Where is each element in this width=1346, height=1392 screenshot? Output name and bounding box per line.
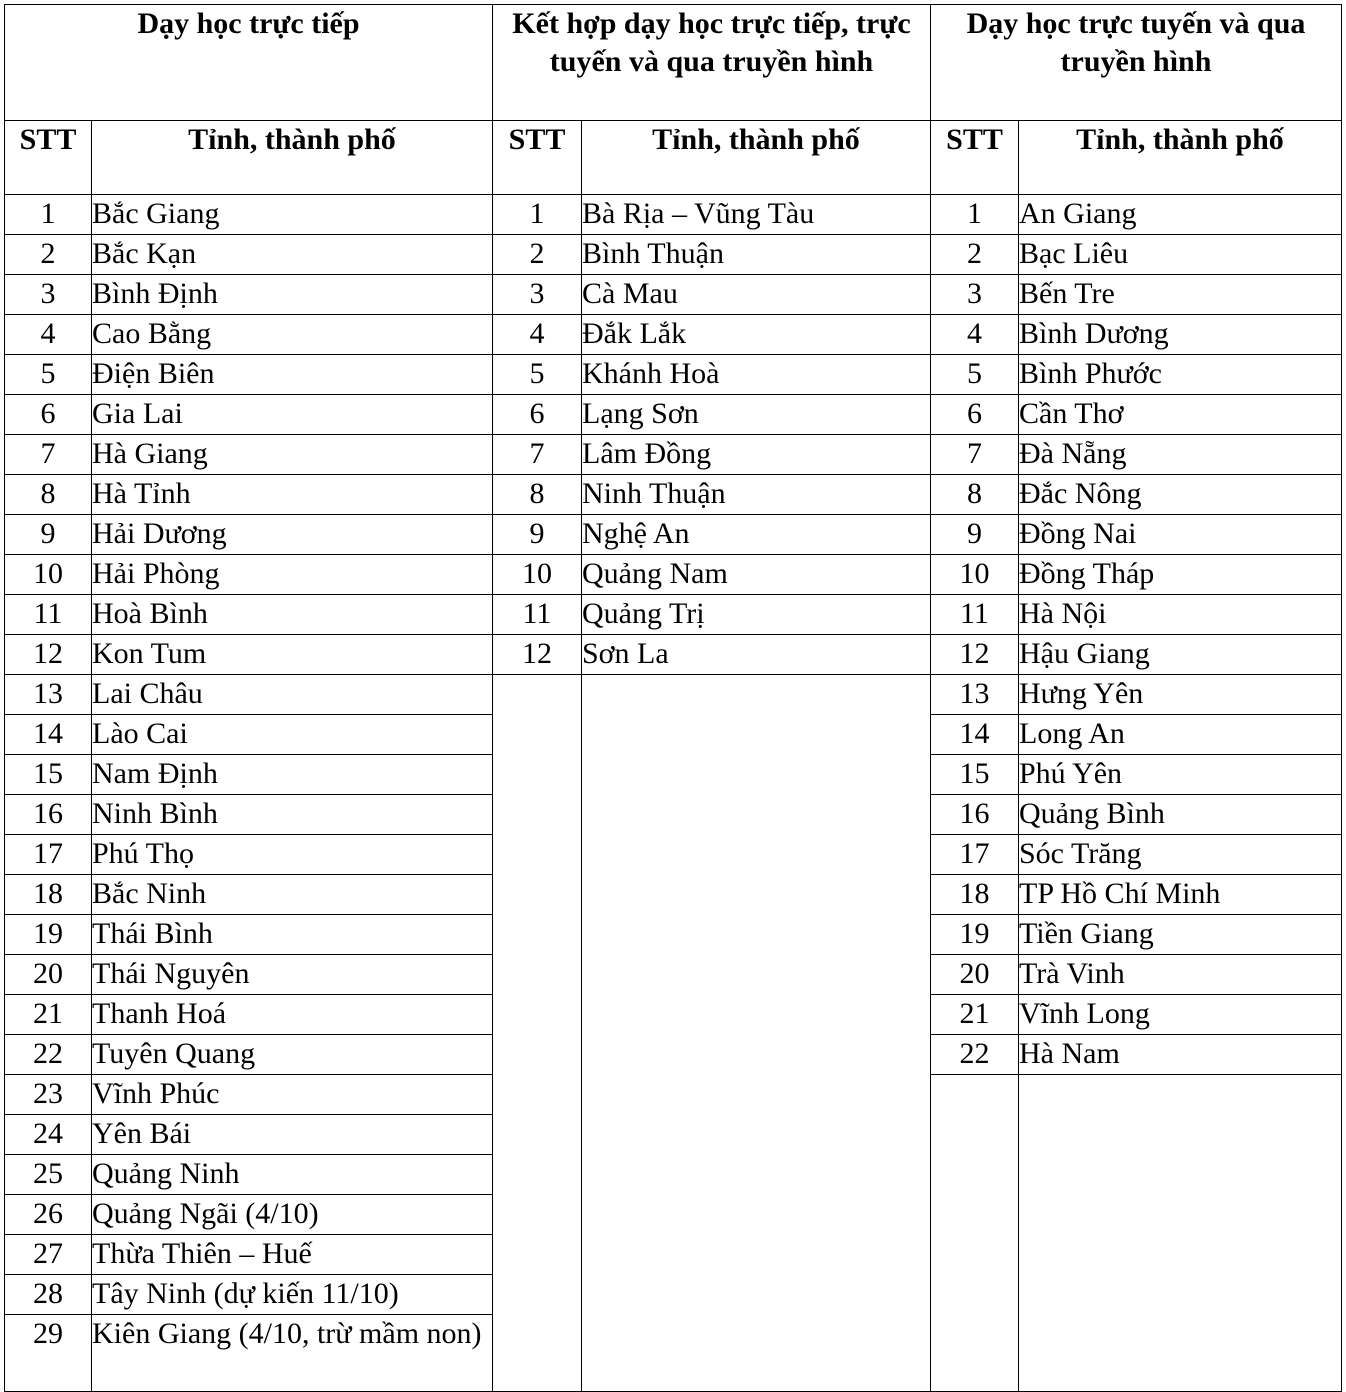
province-cell: Bến Tre [1019,275,1342,315]
province-cell: Hà Nội [1019,595,1342,635]
stt-cell [493,1075,582,1115]
table-row [5,795,1342,835]
stt-cell: 8 [493,475,582,515]
province-cell: Tiền Giang [1019,915,1342,955]
stt-cell [931,1235,1019,1275]
province-cell: Quảng Trị [582,595,931,635]
stt-cell: 20 [5,955,92,995]
province-cell [1019,1275,1342,1315]
province-cell: Hà Tỉnh [92,475,493,515]
group-header-combined: Kết hợp dạy học trực tiếp, trực tuyến và qua truyền hình [493,5,931,121]
province-cell [1019,1195,1342,1235]
province-cell: Phú Thọ [92,835,493,875]
province-cell: Kiên Giang (4/10, trừ mầm non) [92,1315,493,1392]
province-cell: Bà Rịa – Vũng Tàu [582,195,931,235]
province-cell [582,835,931,875]
table-row [5,1235,1342,1275]
province-cell: Bình Thuận [582,235,931,275]
column-header-province: Tỉnh, thành phố [1019,121,1342,195]
province-cell [582,795,931,835]
column-header-stt: STT [493,121,582,195]
stt-cell [931,1075,1019,1115]
stt-cell: 22 [931,1035,1019,1075]
province-cell: Ninh Thuận [582,475,931,515]
province-cell: Bình Dương [1019,315,1342,355]
stt-cell: 8 [5,475,92,515]
province-cell [1019,1315,1342,1392]
stt-cell: 12 [931,635,1019,675]
stt-cell: 19 [5,915,92,955]
table-row [5,355,1342,395]
province-cell: Hải Phòng [92,555,493,595]
column-header-province: Tỉnh, thành phố [92,121,493,195]
table-row [5,595,1342,635]
province-schooling-table [4,4,1342,1392]
province-cell: Quảng Ngãi (4/10) [92,1195,493,1235]
stt-cell: 15 [931,755,1019,795]
stt-cell [493,755,582,795]
stt-cell [493,715,582,755]
stt-cell [493,835,582,875]
stt-cell: 19 [931,915,1019,955]
province-cell: Ninh Bình [92,795,493,835]
table-row [5,875,1342,915]
province-cell: Yên Bái [92,1115,493,1155]
table-row [5,1035,1342,1075]
stt-cell: 3 [931,275,1019,315]
stt-cell: 9 [931,515,1019,555]
province-cell [582,1275,931,1315]
stt-cell: 26 [5,1195,92,1235]
province-cell: Thái Nguyên [92,955,493,995]
province-cell: Hải Dương [92,515,493,555]
province-cell: Khánh Hoà [582,355,931,395]
province-cell: Long An [1019,715,1342,755]
province-cell: Bình Định [92,275,493,315]
stt-cell: 14 [931,715,1019,755]
province-cell [1019,1115,1342,1155]
table-row [5,1075,1342,1115]
province-cell: Điện Biên [92,355,493,395]
stt-cell: 9 [493,515,582,555]
table-row [5,395,1342,435]
province-cell: Quảng Ninh [92,1155,493,1195]
province-cell [582,1235,931,1275]
province-cell: Nghệ An [582,515,931,555]
table-row [5,755,1342,795]
stt-cell: 1 [493,195,582,235]
stt-cell [493,1155,582,1195]
province-cell: Hưng Yên [1019,675,1342,715]
stt-cell: 29 [5,1315,92,1392]
stt-cell: 16 [931,795,1019,835]
group-header-online: Dạy học trực tuyến và qua truyền hình [931,5,1342,121]
stt-cell: 17 [931,835,1019,875]
stt-cell: 8 [931,475,1019,515]
province-cell: Lạng Sơn [582,395,931,435]
province-cell: Cần Thơ [1019,395,1342,435]
province-cell [582,955,931,995]
stt-cell: 3 [493,275,582,315]
province-cell [582,1035,931,1075]
stt-cell: 6 [5,395,92,435]
stt-cell [493,915,582,955]
province-cell [582,1195,931,1235]
stt-cell: 11 [493,595,582,635]
stt-cell: 5 [5,355,92,395]
stt-cell: 9 [5,515,92,555]
province-cell: Lai Châu [92,675,493,715]
table-row [5,235,1342,275]
stt-cell [493,955,582,995]
stt-cell [493,1115,582,1155]
province-cell: Sơn La [582,635,931,675]
stt-cell: 7 [493,435,582,475]
province-cell [1019,1155,1342,1195]
province-cell [582,1115,931,1155]
stt-cell: 10 [931,555,1019,595]
province-cell: Đồng Nai [1019,515,1342,555]
stt-cell: 23 [5,1075,92,1115]
stt-cell: 27 [5,1235,92,1275]
stt-cell: 17 [5,835,92,875]
stt-cell: 20 [931,955,1019,995]
stt-cell: 18 [5,875,92,915]
stt-cell: 4 [493,315,582,355]
table-row [5,1315,1342,1392]
province-cell: Bắc Ninh [92,875,493,915]
province-cell: Quảng Nam [582,555,931,595]
stt-cell: 2 [493,235,582,275]
stt-cell [493,1315,582,1392]
table-row [5,915,1342,955]
stt-cell: 22 [5,1035,92,1075]
table-row [5,1195,1342,1235]
stt-cell [493,875,582,915]
column-header-stt: STT [931,121,1019,195]
stt-cell: 7 [931,435,1019,475]
table-row [5,675,1342,715]
table-row [5,995,1342,1035]
province-cell: Nam Định [92,755,493,795]
province-cell: Phú Yên [1019,755,1342,795]
stt-cell: 25 [5,1155,92,1195]
stt-cell [931,1275,1019,1315]
table-row [5,635,1342,675]
province-cell: An Giang [1019,195,1342,235]
province-cell [1019,1075,1342,1115]
province-cell [582,875,931,915]
stt-cell: 21 [5,995,92,1035]
stt-cell [493,1275,582,1315]
column-header-stt: STT [5,121,92,195]
province-cell: Vĩnh Long [1019,995,1342,1035]
table-row [5,515,1342,555]
province-cell [582,675,931,715]
province-cell: Bắc Kạn [92,235,493,275]
province-cell: Hà Giang [92,435,493,475]
province-cell: Hoà Bình [92,595,493,635]
stt-cell: 3 [5,275,92,315]
province-cell [582,1075,931,1115]
stt-cell: 13 [931,675,1019,715]
stt-cell: 12 [5,635,92,675]
stt-cell: 24 [5,1115,92,1155]
stt-cell: 10 [5,555,92,595]
province-cell: Thái Bình [92,915,493,955]
stt-cell [931,1195,1019,1235]
stt-cell: 15 [5,755,92,795]
table-row [5,435,1342,475]
table-row [5,835,1342,875]
stt-cell: 28 [5,1275,92,1315]
stt-cell: 11 [5,595,92,635]
province-cell [582,715,931,755]
province-cell: Hậu Giang [1019,635,1342,675]
province-cell: Tây Ninh (dự kiến 11/10) [92,1275,493,1315]
stt-cell: 4 [931,315,1019,355]
stt-cell: 4 [5,315,92,355]
stt-cell: 12 [493,635,582,675]
province-cell [582,995,931,1035]
table-row [5,195,1342,235]
stt-cell: 6 [931,395,1019,435]
province-cell: Hà Nam [1019,1035,1342,1075]
stt-cell: 16 [5,795,92,835]
stt-cell: 10 [493,555,582,595]
province-cell: Lào Cai [92,715,493,755]
stt-cell: 13 [5,675,92,715]
province-cell: Đắc Nông [1019,475,1342,515]
province-cell [1019,1235,1342,1275]
province-cell: Kon Tum [92,635,493,675]
stt-cell [931,1315,1019,1392]
stt-cell: 5 [493,355,582,395]
stt-cell [493,675,582,715]
table-row [5,315,1342,355]
stt-cell: 18 [931,875,1019,915]
province-cell: Đồng Tháp [1019,555,1342,595]
table-row [5,555,1342,595]
column-header-province: Tỉnh, thành phố [582,121,931,195]
stt-cell: 5 [931,355,1019,395]
province-cell: Đà Nẵng [1019,435,1342,475]
province-cell: Bình Phước [1019,355,1342,395]
stt-cell [493,1035,582,1075]
table-row [5,475,1342,515]
province-cell: Gia Lai [92,395,493,435]
province-cell [582,1155,931,1195]
stt-cell [493,1195,582,1235]
stt-cell: 6 [493,395,582,435]
stt-cell [493,795,582,835]
table-body [5,195,1342,1392]
stt-cell [931,1115,1019,1155]
province-cell [582,1315,931,1392]
province-cell: Trà Vinh [1019,955,1342,995]
province-cell: Lâm Đồng [582,435,931,475]
province-cell: Đắk Lắk [582,315,931,355]
table-row [5,1275,1342,1315]
table-row [5,1155,1342,1195]
stt-cell: 1 [931,195,1019,235]
table-row [5,955,1342,995]
stt-cell: 7 [5,435,92,475]
province-cell: Tuyên Quang [92,1035,493,1075]
province-cell: Cao Bằng [92,315,493,355]
table-row [5,275,1342,315]
province-cell: TP Hồ Chí Minh [1019,875,1342,915]
table-row [5,1115,1342,1155]
province-cell [582,755,931,795]
province-cell: Thanh Hoá [92,995,493,1035]
stt-cell [493,995,582,1035]
province-cell: Thừa Thiên – Huế [92,1235,493,1275]
stt-cell [931,1155,1019,1195]
stt-cell: 2 [931,235,1019,275]
stt-cell: 11 [931,595,1019,635]
province-cell: Sóc Trăng [1019,835,1342,875]
province-cell: Bạc Liêu [1019,235,1342,275]
table-row [5,715,1342,755]
province-cell: Cà Mau [582,275,931,315]
group-header-direct: Dạy học trực tiếp [5,5,493,121]
province-cell: Bắc Giang [92,195,493,235]
stt-cell: 1 [5,195,92,235]
province-cell: Quảng Bình [1019,795,1342,835]
province-cell: Vĩnh Phúc [92,1075,493,1115]
stt-cell: 2 [5,235,92,275]
province-cell [582,915,931,955]
stt-cell [493,1235,582,1275]
stt-cell: 21 [931,995,1019,1035]
stt-cell: 14 [5,715,92,755]
